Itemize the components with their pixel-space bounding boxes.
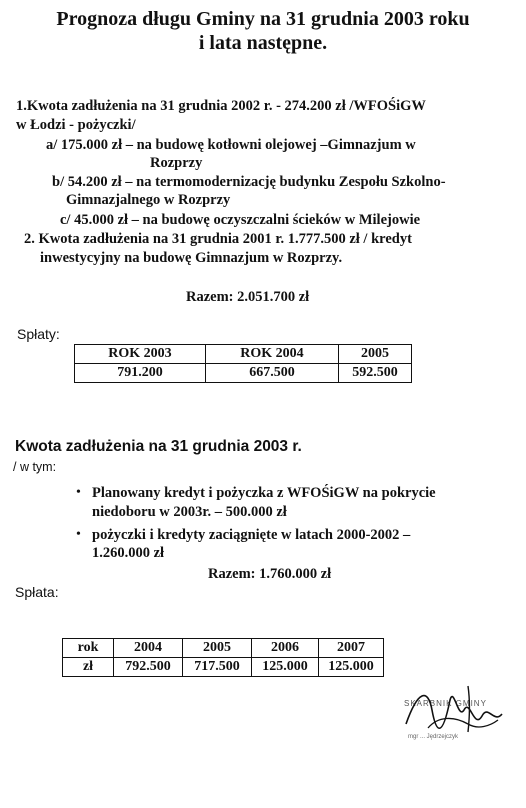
- debt-2002-item-a-line1: a/ 175.000 zł – na budowę kotłowni olejowej –Gimnazjum w: [46, 137, 416, 153]
- debt-2003-bullet1-line1: Planowany kredyt i pożyczka z WFOŚiGW na pokrycie: [92, 485, 436, 501]
- table-cell: 667.500: [206, 364, 339, 383]
- table-cell: 592.500: [339, 364, 412, 383]
- debt-2003-bullet2-line1: pożyczki i kredyty zaciągnięte w latach 2000-2002 –: [92, 527, 411, 543]
- table-header-cell: 2004: [114, 639, 183, 658]
- table-row: [75, 345, 412, 364]
- signature-stamp: [398, 680, 526, 760]
- debt-2001-line1: 2. Kwota zadłużenia na 31 grudnia 2001 r. 1.777.500 zł / kredyt: [24, 231, 412, 247]
- debt-2002-item-b-line1: b/ 54.200 zł – na termomodernizację budynku Zespołu Szkolno-: [52, 174, 446, 190]
- table-cell: 717.500: [183, 658, 252, 677]
- table-cell: zł: [63, 658, 114, 677]
- repayments-table: [74, 344, 412, 383]
- debt-2002-item-a-line2: Rozprzy: [150, 155, 203, 171]
- repayment-label: Spłata:: [15, 584, 59, 600]
- table-row: [63, 658, 384, 677]
- repayments-label: Spłaty:: [17, 326, 60, 342]
- debt-2003-subheading: / w tym:: [13, 460, 57, 474]
- table-header-cell: 2005: [339, 345, 412, 364]
- debt-2002-item-b-line2: Gimnazjalnego w Rozprzy: [66, 192, 231, 208]
- bullet-dot-icon: •: [76, 527, 81, 542]
- table-header-cell: rok: [63, 639, 114, 658]
- document-title-line1: Prognoza długu Gminy na 31 grudnia 2003 roku: [56, 8, 470, 30]
- repayment-table: [62, 638, 384, 677]
- table-cell: 125.000: [319, 658, 384, 677]
- debt-2002-line1: 1.Kwota zadłużenia na 31 grudnia 2002 r. - 274.200 zł /WFOŚiGW: [16, 98, 426, 114]
- table-header-cell: ROK 2003: [75, 345, 206, 364]
- debt-2003-heading: Kwota zadłużenia na 31 grudnia 2003 r.: [15, 438, 302, 455]
- table-row: [63, 639, 384, 658]
- svg-text:mgr ... Jędrzejczyk: mgr ... Jędrzejczyk: [408, 734, 459, 740]
- table-cell: 791.200: [75, 364, 206, 383]
- svg-text:SKARBNIK GMINY: SKARBNIK GMINY: [404, 699, 487, 708]
- debt-2003-bullet1-line2: niedoboru w 2003r. – 500.000 zł: [92, 504, 287, 520]
- debt-2003-bullet2-line2: 1.260.000 zł: [92, 545, 165, 561]
- total-2: Razem: 1.760.000 zł: [208, 566, 332, 582]
- table-header-cell: 2005: [183, 639, 252, 658]
- table-header-cell: 2007: [319, 639, 384, 658]
- debt-2001-line2: inwestycyjny na budowę Gimnazjum w Rozprzy.: [40, 250, 343, 266]
- bullet-dot-icon: •: [76, 485, 81, 500]
- debt-2002-line2: w Łodzi - pożyczki/: [16, 117, 136, 133]
- debt-2002-item-c: c/ 45.000 zł – na budowę oczyszczalni ścieków w Milejowie: [60, 212, 421, 228]
- table-cell: 125.000: [252, 658, 319, 677]
- table-header-cell: ROK 2004: [206, 345, 339, 364]
- table-header-cell: 2006: [252, 639, 319, 658]
- table-row: [75, 364, 412, 383]
- total-1: Razem: 2.051.700 zł: [186, 289, 310, 305]
- document-title-line2: i lata następne.: [198, 32, 328, 54]
- table-cell: 792.500: [114, 658, 183, 677]
